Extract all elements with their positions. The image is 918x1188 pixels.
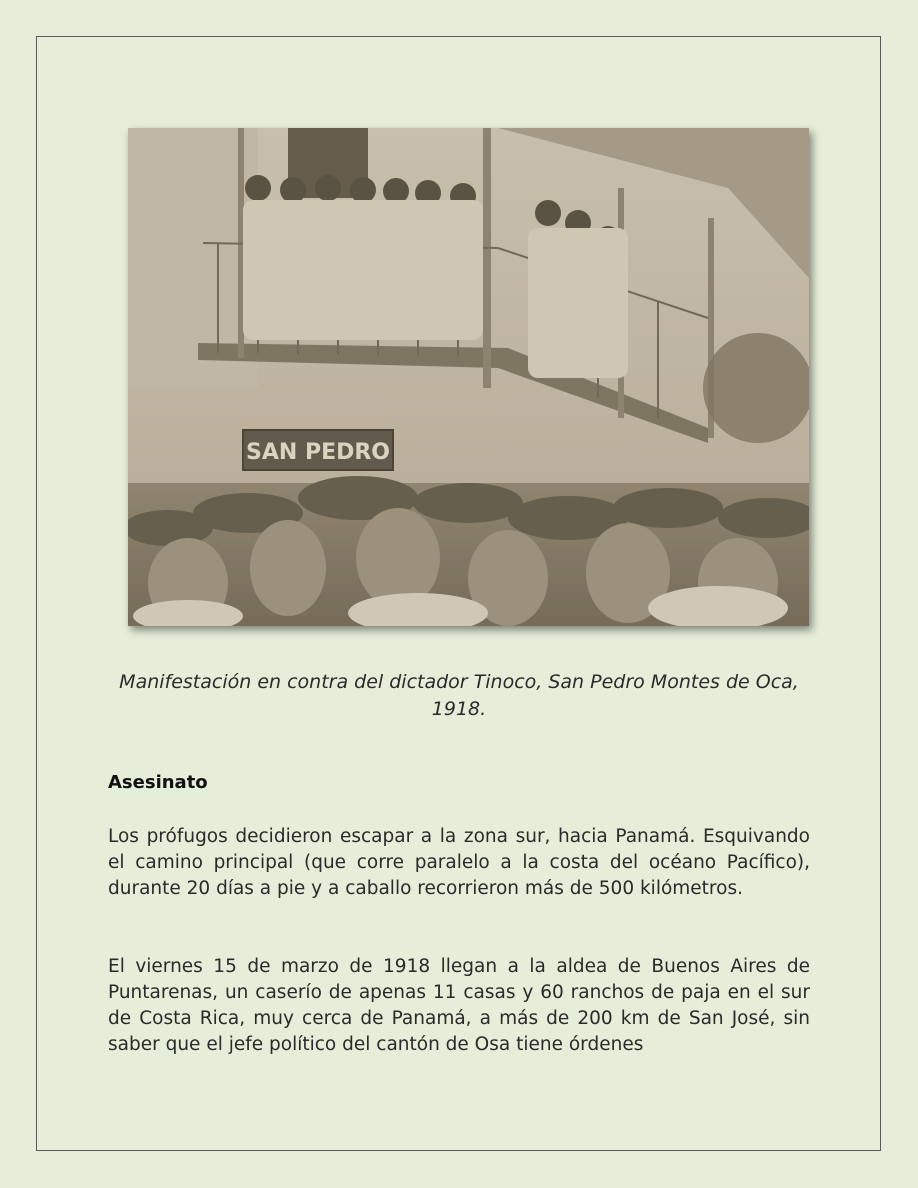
photo-sign-text: SAN PEDRO: [246, 440, 390, 465]
historical-photo: [128, 128, 809, 626]
paragraph-2: El viernes 15 de marzo de 1918 llegan a la aldea de Buenos Aires de Puntarenas, un caserío de apenas 11 casas y 60 ranchos de paja en el sur de Costa Rica, muy cerca de Panamá, a más de 200 km de San José, sin saber que el jefe político del cantón de Osa tiene órdenes: [108, 956, 810, 1055]
section-heading: Asesinato: [108, 772, 208, 793]
photo-caption: Manifestación en contra del dictador Tinoco, San Pedro Montes de Oca, 1918.: [119, 671, 799, 720]
paragraph-1: Los prófugos decidieron escapar a la zona sur, hacia Panamá. Esquivando el camino principal (que corre paralelo a la costa del océano Pacífico), durante 20 días a pie y a caballo recorrieron más de 500 kilómetros.: [108, 826, 810, 899]
